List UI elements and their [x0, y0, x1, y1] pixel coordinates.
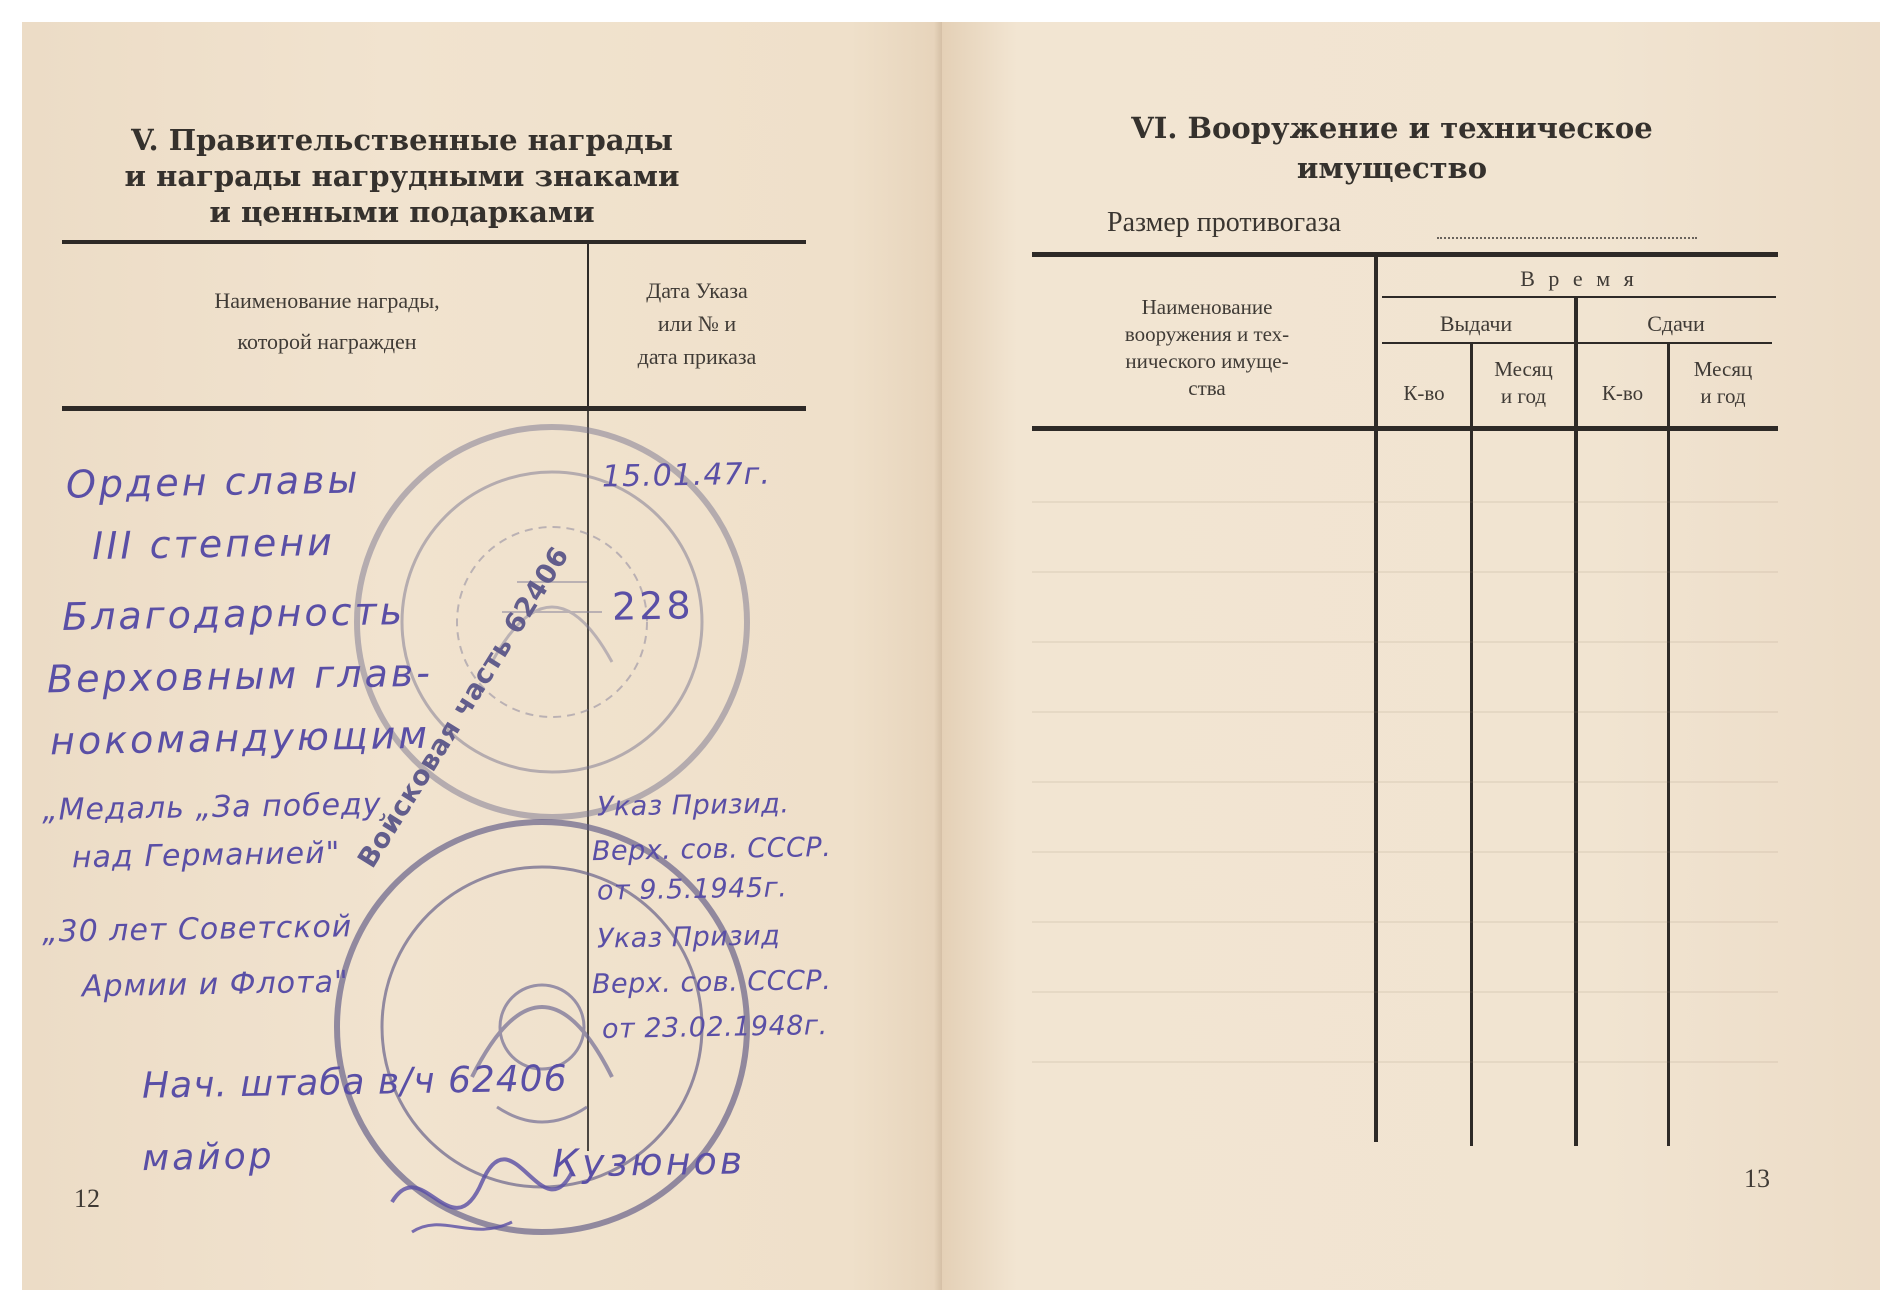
- return-column-header: Сдачи: [1647, 311, 1705, 336]
- award-name-header-line-1: Наименование награды,: [214, 288, 440, 313]
- seal-text: Войсковая часть 62406: [352, 541, 576, 874]
- service-booklet-spread: [22, 22, 1880, 1290]
- awards-title-line-2: и награды нагрудными знаками: [124, 159, 680, 193]
- right-page: [942, 22, 1880, 1290]
- handwritten-award-line-8: „30 лет Советской: [41, 909, 353, 950]
- awards-title-line-3: и ценными подарками: [209, 195, 595, 229]
- signature-name: Кузюнов: [551, 1138, 746, 1186]
- handwritten-award-line-1: Орден славы: [65, 457, 361, 507]
- armament-name-header-line-3: нического имуще-: [1125, 349, 1289, 373]
- handwritten-award-line-5: нокомандующим: [49, 712, 431, 764]
- armament-table-body: [1032, 431, 1778, 1146]
- handwritten-date-line-2: 228: [611, 583, 694, 629]
- handwritten-award-line-4: Верховным глав-: [46, 650, 434, 702]
- handwritten-date-line-8: от 23.02.1948г.: [601, 1010, 828, 1045]
- awards-table-top-rule: [62, 240, 806, 244]
- armament-name-header-line-2: вооружения и тех-: [1124, 322, 1290, 346]
- handwritten-date-line-3: Указ Призид.: [596, 788, 790, 823]
- armament-section-title: [1082, 108, 1702, 188]
- awards-table-divider-body: [587, 411, 589, 1151]
- left-page: [22, 22, 942, 1290]
- decree-date-column-header: [597, 274, 797, 373]
- handwritten-award-line-9: Армии и Флота": [81, 964, 350, 1005]
- issue-column-header: Выдачи: [1439, 311, 1513, 336]
- armament-name-header-line-1: Наименование: [1141, 295, 1273, 319]
- return-month-header-line-1: Месяц: [1693, 357, 1753, 381]
- handwritten-award-line-3: Благодарность: [61, 589, 406, 639]
- armament-name-header-line-4: ства: [1188, 376, 1226, 400]
- handwritten-award-line-6: „Медаль „За победу: [41, 787, 382, 828]
- right-page-number: 13: [1744, 1164, 1770, 1193]
- issue-month-header-line-1: Месяц: [1494, 357, 1553, 381]
- armament-title-line-2: имущество: [1296, 151, 1488, 185]
- signature-rank: майор: [141, 1135, 275, 1180]
- left-page-number: 12: [74, 1184, 100, 1213]
- handwritten-date-line-6: Указ Призид: [596, 920, 781, 955]
- signature-chief-of-staff: Нач. штаба в/ч 62406: [141, 1058, 568, 1107]
- handwritten-date-line-4: Верх. сов. СССР.: [591, 831, 832, 868]
- handwritten-award-line-2: III степени: [91, 519, 336, 569]
- decree-date-header-line-3: дата приказа: [637, 344, 757, 369]
- armament-title-line-1: VI. Вооружение и техническое: [1131, 111, 1653, 145]
- handwritten-award-line-7: над Германией": [71, 835, 341, 876]
- time-column-header: В р е м я: [1520, 266, 1638, 291]
- awards-table-header-rule: [62, 406, 806, 411]
- award-name-column-header: [92, 284, 562, 358]
- handwritten-date-line-1: 15.01.47г.: [601, 456, 772, 495]
- awards-title-line-1: V. Правительственные награды: [131, 123, 673, 157]
- handwritten-date-line-5: от 9.5.1945г.: [596, 872, 788, 907]
- awards-table-divider-header: [587, 244, 589, 406]
- decree-date-header-line-1: Дата Указа: [646, 278, 748, 303]
- award-name-header-line-2: которой награжден: [237, 329, 417, 354]
- return-qty-header: К-во: [1601, 381, 1644, 405]
- gas-mask-size-field[interactable]: [1437, 237, 1697, 239]
- decree-date-header-line-2: или № и: [657, 311, 737, 336]
- armament-name-column-header: [1057, 294, 1357, 402]
- awards-section-title: [62, 122, 742, 230]
- armament-table-top-rule: [1032, 252, 1778, 257]
- handwritten-date-line-7: Верх. сов. СССР.: [591, 964, 832, 1001]
- issue-qty-header: К-во: [1403, 381, 1445, 405]
- gas-mask-size-label: Размер противогаза: [1107, 207, 1342, 238]
- issue-month-header-line-2: и год: [1500, 384, 1547, 408]
- return-month-year-header: [1670, 356, 1776, 410]
- time-subheader-rule: [1382, 296, 1776, 298]
- issue-month-year-header: [1473, 356, 1574, 410]
- return-month-header-line-2: и год: [1700, 384, 1746, 408]
